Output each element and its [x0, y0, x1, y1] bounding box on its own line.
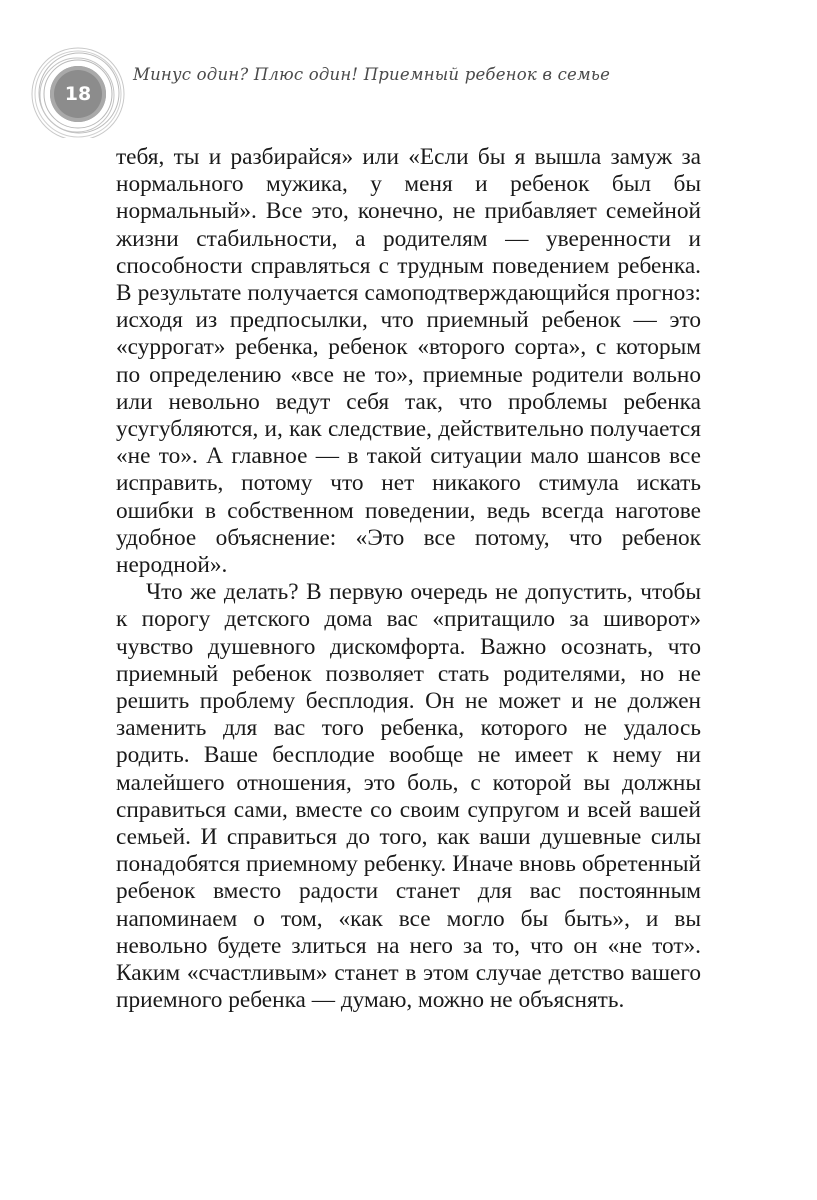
running-title: Минус один? Плюс один! Приемный ребенок в семье	[133, 65, 611, 84]
page-number: 18	[50, 66, 106, 122]
page-header	[28, 38, 788, 138]
body-text	[116, 144, 701, 1015]
paragraph: Что же делать? В первую очередь не допустить, чтобы к порогу детского дома вас «притащило за шиворот» чувство душевного дискомфорта. Важно осознать, что приемный ребенок позволяет стать родителями, но не решить проблему бесплодия. Он не может и не должен заменить для вас того ребенка, которого не удалось родить. Ваше бесплодие вообще не имеет к нему ни малейшего отношения, это боль, с которой вы должны справиться сами, вместе со своим супругом и всей вашей семьей. И справиться до того, как ваши душевные силы понадобятся приемному ребенку. Иначе вновь обретенный ребенок вместо радости станет для вас постоянным напоминаем о том, «как все могло бы быть», и вы невольно будете злиться на него за то, что он «не тот». Каким «счастливым» станет в этом случае детство вашего приемного ребенка — думаю, можно не объяснять.	[116, 579, 701, 1014]
page-number-badge	[28, 38, 128, 138]
paragraph: тебя, ты и разбирайся» или «Если бы я вышла замуж за нормального мужика, у меня и ребенок был бы нормальный». Все это, конечно, не прибавляет семейной жизни стабильности, а родителям — уверенности и способности справляться с трудным поведением ребенка. В результате получается самоподтверждающийся прогноз: исходя из предпосылки, что приемный ребенок — это «суррогат» ребенка, ребенок «второго сорта», с которым по определению «все не то», приемные родители вольно или невольно ведут себя так, что проблемы ребенка усугубляются, и, как следствие, действительно получается «не то». А главное — в такой ситуации мало шансов все исправить, потому что нет никакого стимула искать ошибки в собственном поведении, ведь всегда наготове удобное объяснение: «Это все потому, что ребенок неродной».	[116, 144, 701, 579]
